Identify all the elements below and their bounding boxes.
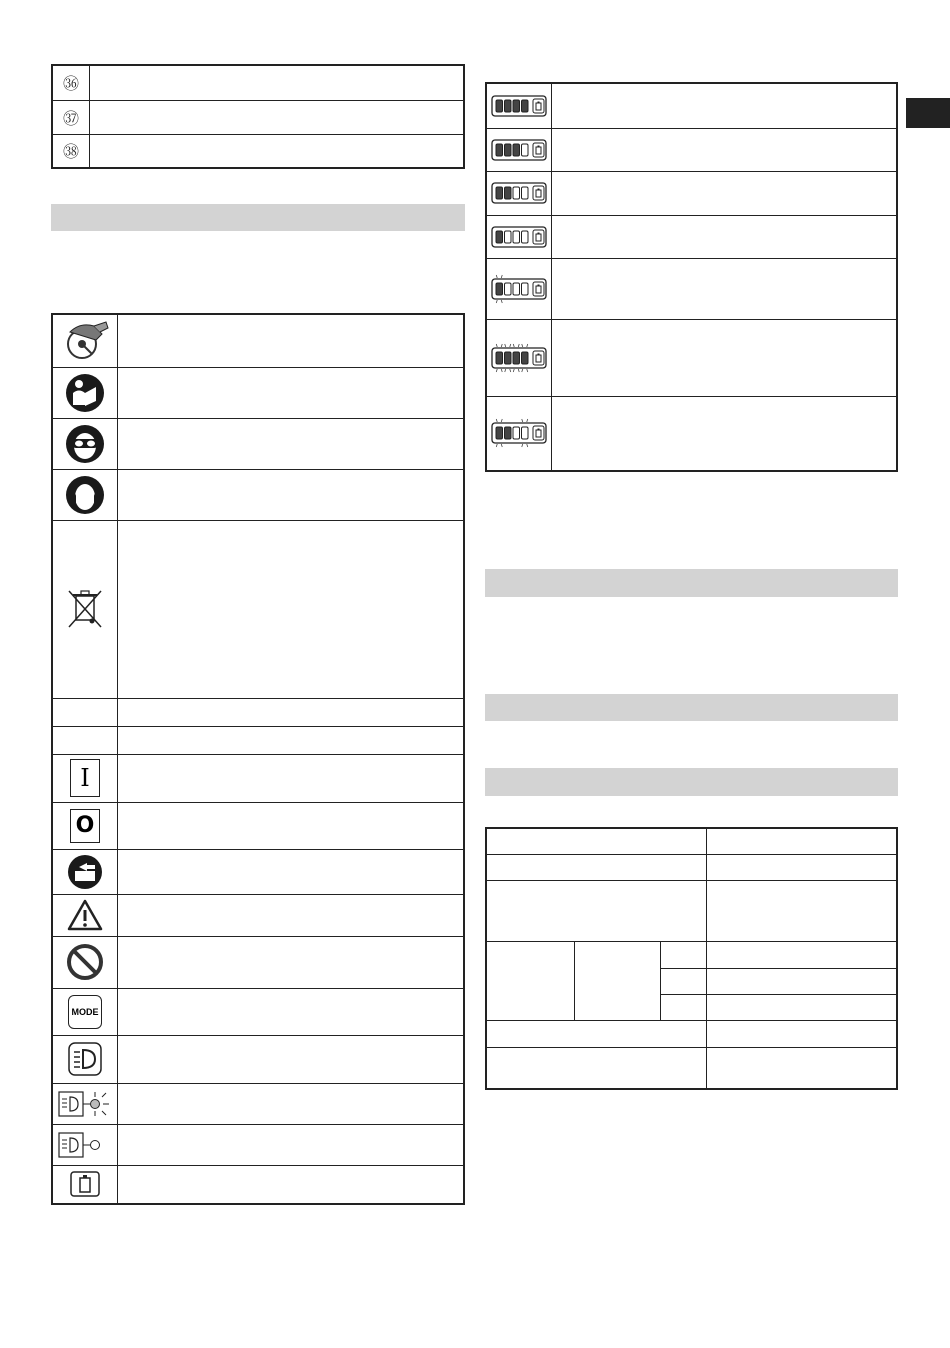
mode-button-label: MODE: [71, 1006, 99, 1017]
power-off-icon: [70, 809, 100, 843]
specifications-table: [485, 827, 898, 1090]
ear-protection-icon: [65, 475, 105, 515]
battery-indicator-1-blink-icon: [490, 274, 548, 304]
eye-protection-icon: [65, 424, 105, 464]
circular-saw-icon: [60, 318, 110, 364]
battery-indicator-4-icon: [490, 94, 548, 118]
battery-indicator-1-icon: [490, 225, 548, 249]
read-manual-icon: [65, 373, 105, 413]
mode-button-icon: [68, 995, 102, 1029]
battery-removal-icon: [67, 854, 103, 890]
battery-indicator-all-blink-icon: [490, 343, 548, 373]
item-number-36: ㊱: [62, 74, 79, 94]
power-on-label: I: [80, 764, 90, 792]
warning-triangle-icon: [66, 898, 104, 932]
light-icon: [67, 1041, 103, 1077]
section-header-bar-1: [485, 569, 898, 597]
item-number-38: ㊳: [62, 142, 79, 162]
power-on-icon: [70, 759, 100, 797]
crossed-out-bin-icon: [65, 587, 105, 631]
battery-level-table: [485, 82, 898, 472]
battery-indicator-alternate-blink-icon: [490, 418, 548, 448]
numbered-parts-table: [51, 64, 465, 169]
symbols-table: [51, 313, 465, 1205]
battery-indicator-3-icon: [490, 138, 548, 162]
item-number-37: ㊲: [62, 108, 79, 128]
language-tab: [906, 98, 950, 128]
light-on-icon: [57, 1089, 113, 1119]
section-header-bar-specifications: [485, 768, 898, 796]
section-header-bar-symbols: [51, 204, 465, 231]
battery-indicator-2-icon: [490, 181, 548, 205]
battery-icon: [69, 1170, 101, 1198]
section-header-bar-2: [485, 694, 898, 721]
light-off-icon: [57, 1130, 113, 1160]
power-off-label: O: [75, 813, 95, 838]
prohibition-icon: [65, 942, 105, 982]
